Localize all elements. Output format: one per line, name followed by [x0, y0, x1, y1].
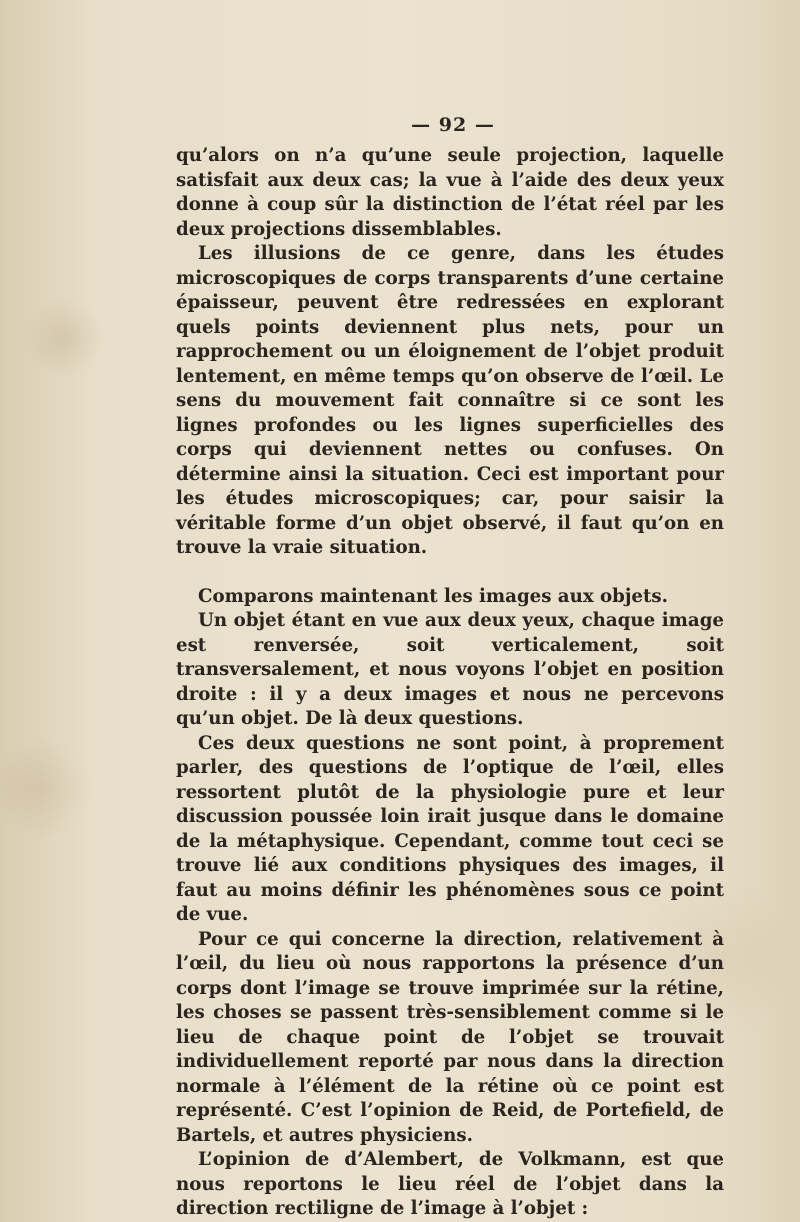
body-text: [176, 144, 724, 1222]
paragraph-direction: Pour ce qui concerne la direction, relativement à l’œil, du lieu où nous rapportons la présence d’un corps dont l’image se trouve imprimée sur la rétine, les choses se passent très-sensiblement comme si le lieu de chaque point de l’objet se trouvait individuellement reporté par nous dans la direction normale à l’élément de la rétine où ce point est représenté. C’est l’opinion de Reid, de Portefield, de Bartels, et autres physiciens.: [176, 928, 724, 1146]
paragraph-deux-questions: Ces deux questions ne sont point, à proprement parler, des questions de l’optique de l’œil, elles ressortent plutôt de la physiologie pure et leur discussion poussée loin irait jusque dans le domaine de la métaphysique. Cependant, comme tout ceci se trouve lié aux conditions physiques des images, il faut au moins définir les phénomènes sous ce point de vue.: [176, 732, 724, 925]
paragraph-comparons: Comparons maintenant les images aux objets.: [198, 585, 668, 607]
paragraph-alembert: L’opinion de d’Alembert, de Volkmann, est que nous reportons le lieu réel de l’objet dans la direction rectiligne de l’image à l’objet :: [176, 1149, 724, 1219]
paragraph-continued: qu’alors on n’a qu’une seule projection, laquelle satisfait aux deux cas; la vue à l’aide des deux yeux donne à coup sûr la distinction de l’état réel par les deux projections dissemblables.: [176, 145, 724, 240]
paragraph-objet-deux-yeux: Un objet étant en vue aux deux yeux, chaque image est renversée, soit verticalement, soit transversalement, et nous voyons l’objet en position droite : il y a deux images et nous ne percevons qu’un objet. De là deux questions.: [176, 610, 724, 729]
page-number: — 92 —: [411, 114, 495, 136]
paragraph-illusions: Les illusions de ce genre, dans les études microscopiques de corps transparents d’une certaine épaisseur, peuvent être redressées en explorant quels points deviennent plus nets, pour un rapprochement ou un éloignement de l’objet produit lentement, en même temps qu’on observe de l’œil. Le sens du mouvement fait connaître si ce sont les lignes profondes ou les lignes superficielles des corps qui deviennent nettes ou confuses. On détermine ainsi la situation. Ceci est important pour les études microscopiques; car, pour saisir la véritable forme d’un objet observé, il faut qu’on en trouve la vraie situation.: [176, 243, 724, 558]
